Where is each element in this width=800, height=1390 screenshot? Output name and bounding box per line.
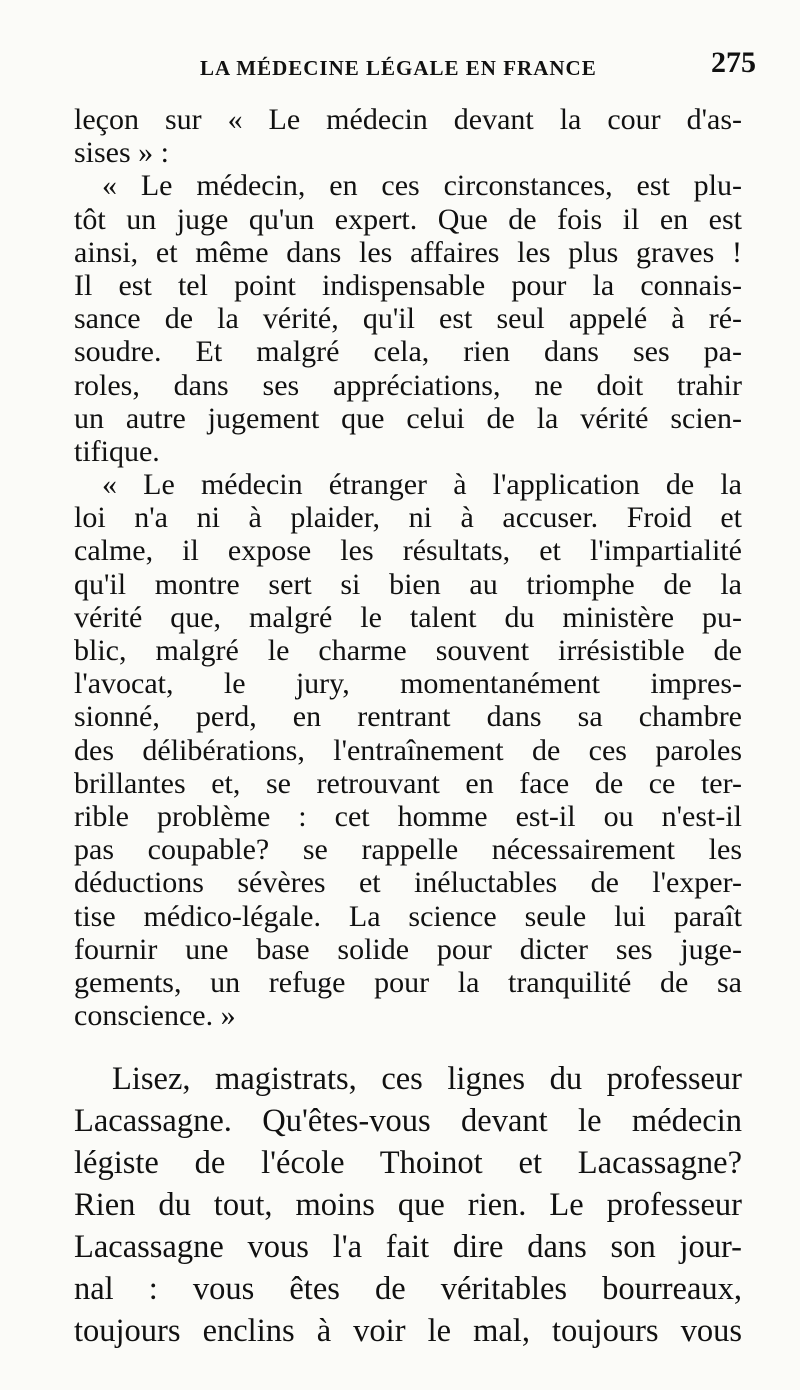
main-paragraph <box>74 1058 742 1352</box>
text-line: déductions sévères et inéluctables de l'exper- <box>74 866 742 900</box>
text-line: loi n'a ni à plaider, ni à accuser. Froid et <box>74 501 742 535</box>
text-line: conscience. » <box>74 999 236 1033</box>
text-line: roles, dans ses appréciations, ne doit trahir <box>74 368 742 402</box>
text-line: des délibérations, l'entraînement de ces paroles <box>74 733 742 767</box>
text-line: Lisez, magistrats, ces lignes du professeur <box>112 1061 742 1097</box>
text-line: « Le médecin, en ces circonstances, est plu- <box>102 169 742 203</box>
text-line: qu'il montre sert si bien au triomphe de la <box>74 567 742 601</box>
running-title: LA MÉDECINE LÉGALE EN FRANCE <box>200 56 597 80</box>
text-line: gements, un refuge pour la tranquilité de sa <box>74 965 742 999</box>
text-line: fournir une base solide pour dicter ses juge- <box>74 932 742 966</box>
text-line: légiste de l'école Thoinot et Lacassagne? <box>74 1145 742 1181</box>
text-line: Il est tel point indispensable pour la connais- <box>74 268 742 302</box>
text-line: Lacassagne vous l'a fait dire dans son jour- <box>74 1229 742 1265</box>
text-line: calme, il expose les résultats, et l'impartialité <box>74 534 742 568</box>
text-line: sance de la vérité, qu'il est seul appelé à ré- <box>74 302 742 336</box>
page-number: 275 <box>711 46 756 79</box>
quoted-passage <box>74 103 742 1032</box>
text-line: tifique. <box>74 434 160 468</box>
text-line: Lacassagne. Qu'êtes-vous devant le médecin <box>74 1103 742 1139</box>
text-line: toujours enclins à voir le mal, toujours vous <box>74 1313 742 1349</box>
text-line: rible problème : cet homme est-il ou n'est-il <box>74 799 742 833</box>
text-line: Rien du tout, moins que rien. Le professeur <box>74 1187 742 1223</box>
text-line: ainsi, et même dans les affaires les plus graves ! <box>74 235 742 269</box>
text-line: pas coupable? se rappelle nécessairement les <box>74 833 742 867</box>
text-line: nal : vous êtes de véritables bourreaux, <box>74 1271 742 1307</box>
text-line: brillantes et, se retrouvant en face de ce ter- <box>74 766 742 800</box>
text-line: l'avocat, le jury, momentanément impres- <box>74 667 742 701</box>
text-line: « Le médecin étranger à l'application de la <box>102 468 742 502</box>
text-line: blic, malgré le charme souvent irrésistible de <box>74 634 742 667</box>
text-line: tôt un juge qu'un expert. Que de fois il en est <box>74 202 742 236</box>
text-line: sionné, perd, en rentrant dans sa chambre <box>74 700 742 734</box>
text-line: sises » : <box>74 136 170 170</box>
text-line: leçon sur « Le médecin devant la cour d'as- <box>74 103 742 136</box>
text-line: un autre jugement que celui de la vérité scien- <box>74 401 742 435</box>
page-header <box>200 46 760 86</box>
text-line: vérité que, malgré le talent du ministère pu- <box>74 600 742 634</box>
text-line: tise médico-légale. La science seule lui paraît <box>74 899 742 933</box>
text-line: soudre. Et malgré cela, rien dans ses pa- <box>74 335 742 369</box>
